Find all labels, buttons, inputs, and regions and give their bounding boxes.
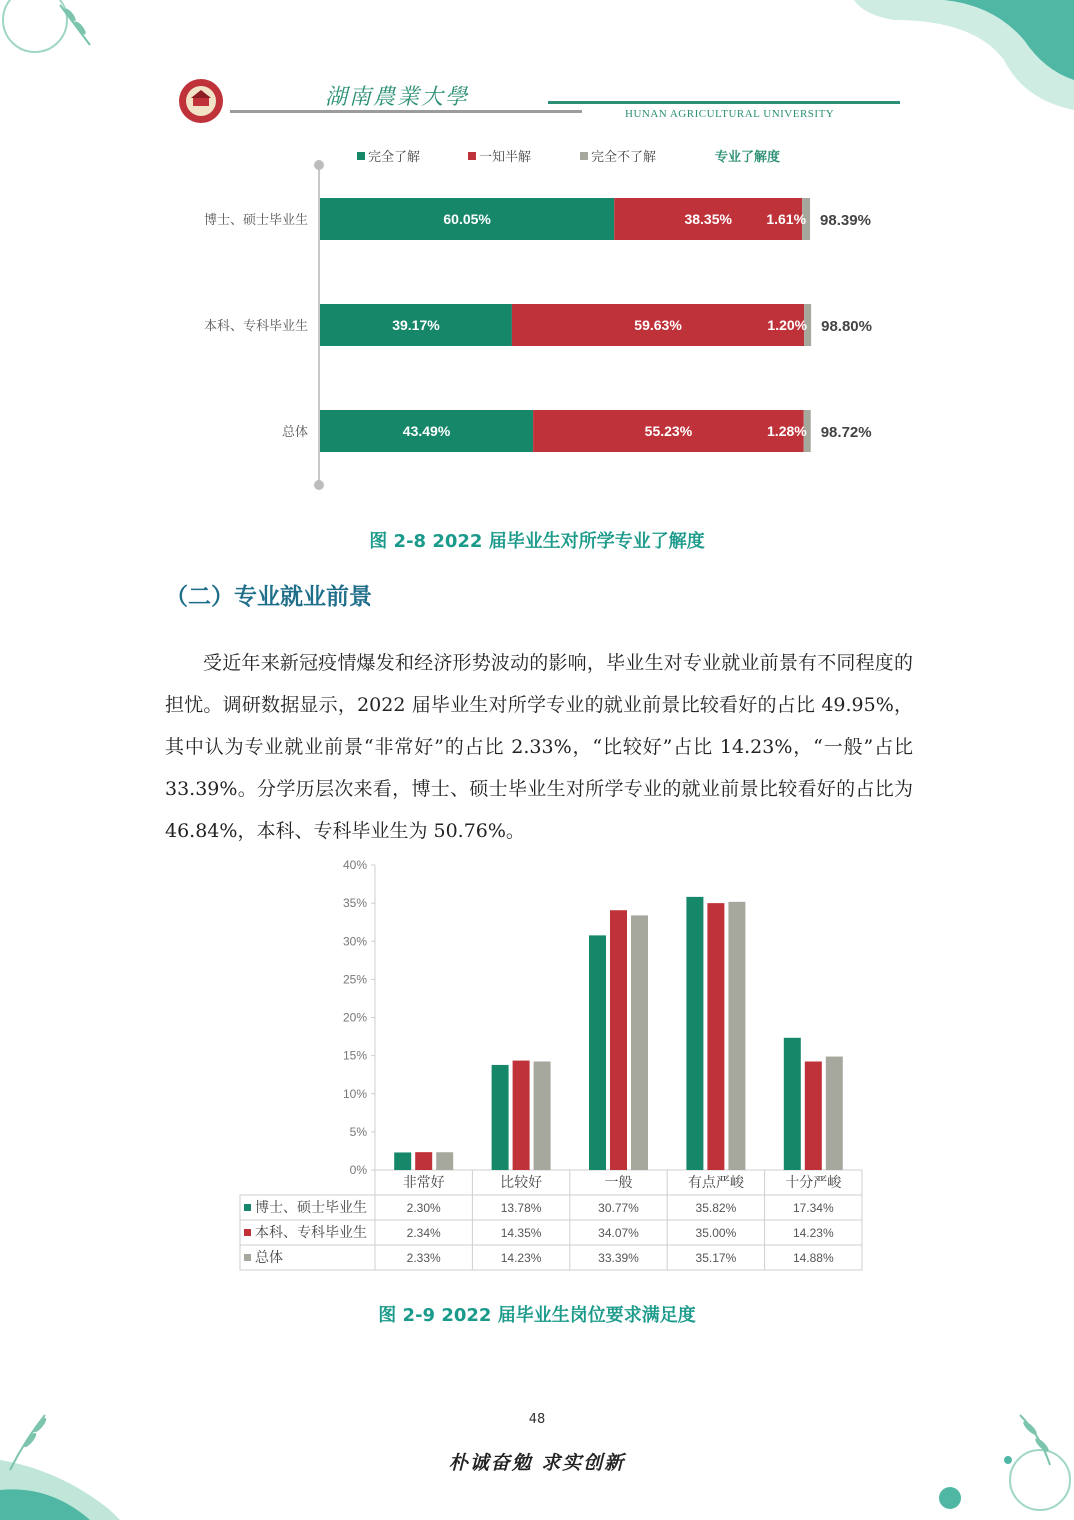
figure-2-9-caption: 图 2-9 2022 届毕业生岗位要求满足度: [378, 1305, 696, 1326]
column-bar: [610, 910, 627, 1170]
y-tick-label: 10%: [342, 1086, 367, 1101]
total-label: 98.72%: [820, 424, 872, 441]
data-label: 43.49%: [402, 423, 451, 439]
column-bar: [492, 1065, 509, 1170]
column-bar: [589, 935, 606, 1170]
data-label: 38.35%: [684, 211, 732, 227]
table-cell-value: 30.77%: [598, 1201, 639, 1215]
table-cell-value: 33.39%: [598, 1251, 639, 1265]
y-tick-label: 35%: [342, 896, 367, 911]
column-bar: [394, 1152, 411, 1170]
column-bar: [631, 915, 648, 1170]
y-tick-label: 0%: [349, 1163, 367, 1177]
paragraph-text: 受近年来新冠疫情爆发和经济形势波动的影响，毕业生对专业就业前景有不同程度的担忧。调研数据显示，2022 届毕业生对所学专业的就业前景比较看好的占比 49.95%，其中认为专业就业前景“非常好”的占比 2.33%，“比较好”占比 14.23%，“一般”占比 33.39%。分学历层次来看，博士、硕士毕业生对所学专业的就业前景比较看好的占比为 46.84%，本科、专科毕业生为 50.76%。: [165, 652, 913, 842]
category-label: 比较好: [500, 1174, 543, 1190]
axis-end-dot: [314, 160, 324, 170]
y-tick-label: 40%: [342, 858, 367, 872]
category-label: 十分严峻: [785, 1174, 842, 1190]
table-cell-value: 34.07%: [598, 1226, 639, 1240]
table-cell-value: 14.23%: [500, 1251, 542, 1265]
section-heading: （二）专业就业前景: [165, 584, 372, 610]
employment-outlook-chart: [230, 855, 880, 1280]
column-bar: [784, 1038, 801, 1170]
table-cell-value: 13.78%: [500, 1201, 542, 1215]
university-name-en: HUNAN AGRICULTURAL UNIVERSITY: [625, 108, 835, 120]
y-tick-label: 5%: [349, 1124, 367, 1139]
table-cell-value: 2.30%: [406, 1201, 441, 1215]
column-bar: [805, 1061, 822, 1170]
y-tick-label: 20%: [342, 1010, 367, 1025]
table-cell-value: 14.35%: [500, 1226, 542, 1240]
body-paragraph: [165, 642, 913, 852]
table-cell-value: 35.17%: [695, 1251, 737, 1265]
data-label: 39.17%: [392, 317, 440, 333]
legend-swatch: [244, 1229, 251, 1236]
column-bar: [707, 903, 724, 1170]
column-bar: [513, 1061, 530, 1170]
table-cell-value: 14.23%: [792, 1226, 834, 1240]
major-understanding-chart: [150, 140, 930, 500]
legend-label: 专业了解度: [715, 149, 781, 164]
table-cell-value: 17.34%: [792, 1201, 834, 1215]
legend-swatch: [468, 152, 476, 160]
legend-label: 完全不了解: [591, 149, 657, 164]
legend-swatch: [244, 1204, 251, 1211]
data-label: 1.20%: [767, 317, 808, 333]
total-label: 98.39%: [820, 212, 871, 229]
header-rule-left: [230, 110, 582, 113]
figure-2-8-caption: 图 2-8 2022 届毕业生对所学专业了解度: [369, 531, 705, 552]
series-label: 本科、专科毕业生: [255, 1224, 367, 1240]
data-label: 1.28%: [767, 423, 807, 439]
category-label: 博士、硕士毕业生: [203, 212, 308, 227]
total-label: 98.80%: [821, 318, 872, 335]
legend-swatch: [357, 152, 365, 160]
series-label: 总体: [255, 1249, 283, 1265]
header-rule-right: [548, 101, 900, 104]
legend-swatch: [244, 1254, 251, 1261]
table-cell-value: 2.34%: [406, 1226, 441, 1240]
legend-label: 完全了解: [368, 149, 421, 164]
category-label: 总体: [281, 424, 308, 439]
top-left-decoration: [0, 0, 120, 70]
university-motto: 朴诚奋勉 求实创新: [448, 1452, 626, 1474]
y-tick-label: 15%: [342, 1048, 367, 1063]
category-label: 有点严峻: [687, 1174, 744, 1190]
y-tick-label: 30%: [342, 934, 367, 949]
data-label: 59.63%: [634, 317, 682, 333]
y-tick-label: 25%: [342, 972, 367, 987]
top-right-decoration: [854, 0, 1074, 110]
column-bar: [436, 1152, 453, 1170]
data-label: 60.05%: [443, 211, 491, 227]
table-cell-value: 35.82%: [695, 1201, 737, 1215]
page-number: 48: [528, 1412, 546, 1427]
column-bar: [415, 1152, 432, 1170]
category-label: 非常好: [402, 1174, 445, 1190]
university-emblem: [178, 78, 224, 124]
table-cell-value: 2.33%: [406, 1251, 441, 1265]
category-label: 一般: [604, 1174, 633, 1190]
column-bar: [534, 1061, 551, 1170]
legend-swatch: [580, 152, 588, 160]
category-label: 本科、专科毕业生: [203, 318, 308, 333]
table-cell-value: 14.88%: [792, 1251, 834, 1265]
university-name-cn: 湖南農業大學: [325, 85, 470, 110]
table-cell-value: 35.00%: [695, 1226, 737, 1240]
legend-label: 一知半解: [479, 149, 532, 164]
column-bar: [826, 1057, 843, 1170]
series-label: 博士、硕士毕业生: [255, 1199, 367, 1215]
data-label: 1.61%: [766, 211, 807, 227]
column-bar: [686, 897, 703, 1170]
axis-end-dot: [314, 480, 324, 490]
column-bar: [728, 902, 745, 1170]
data-label: 55.23%: [644, 423, 693, 439]
